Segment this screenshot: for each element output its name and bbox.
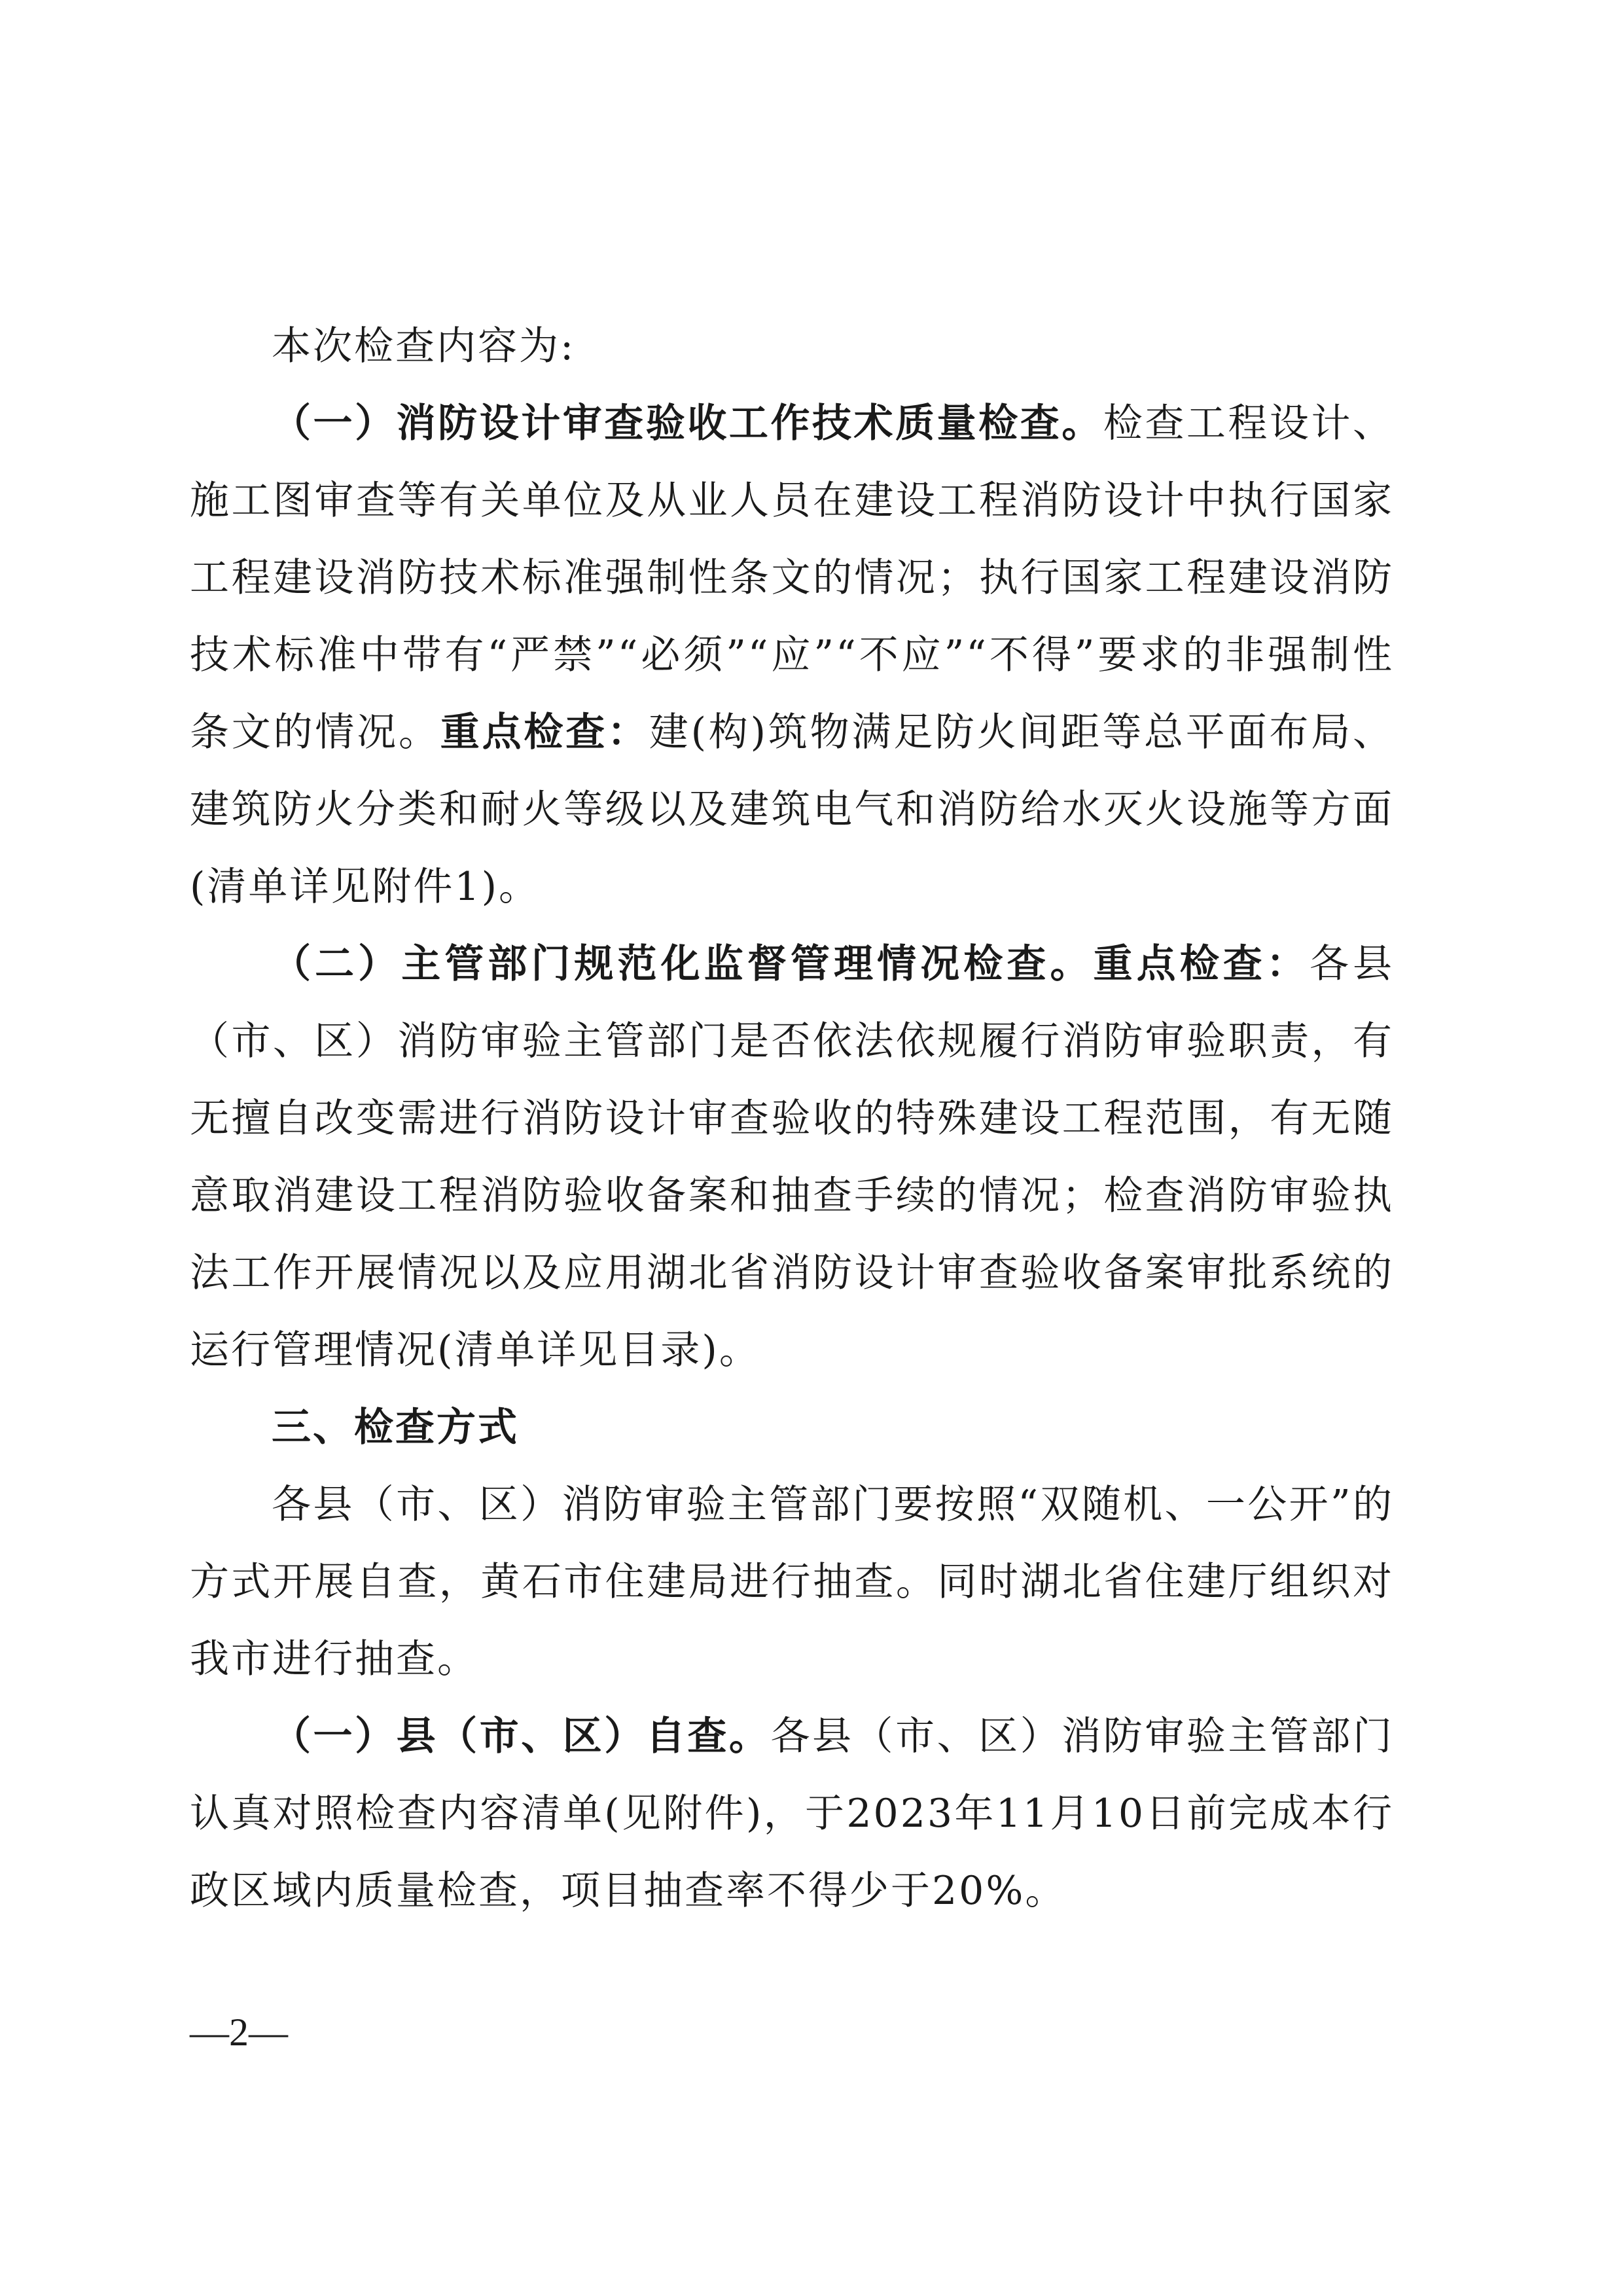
section-3-title-text: 三、检查方式 (272, 1405, 519, 1450)
intro-text: 本次检查内容为: (272, 323, 576, 369)
section-3-title (190, 1389, 1394, 1466)
section-2-paragraph (190, 925, 1394, 1389)
intro-paragraph (190, 308, 1394, 385)
section-2-focus-label: 重点检查： (1093, 941, 1310, 987)
section-1-focus-label: 重点检查： (440, 709, 649, 755)
section-4-heading: （一）县（市、区）自查。 (272, 1713, 771, 1759)
section-1-text-b: 建(构)筑物满足防火间距等总平面布局、建筑防火分类和耐火等级以及建筑电气和消防给水灭火设施等方面(清单详见附件1)。 (190, 709, 1394, 910)
section-1-heading: （一）消防设计审查验收工作技术质量检查。 (272, 401, 1103, 446)
section-1-paragraph (190, 385, 1394, 925)
section-4-paragraph (190, 1698, 1394, 1929)
document-body (190, 308, 1394, 1929)
section-2-heading: （二）主管部门规范化监督管理情况检查。 (272, 941, 1094, 987)
page-number: —2— (190, 2011, 288, 2054)
section-3-paragraph (190, 1466, 1394, 1698)
section-4-text: 各县（市、区）消防审验主管部门认真对照检查内容清单(见附件)，于2023年11月10日前完成本行政区域内质量检查，项目抽查率不得少于20%。 (190, 1713, 1395, 1914)
section-1-text-a: 检查工程设计、施工图审查等有关单位及从业人员在建设工程消防设计中执行国家工程建设消防技术标准强制性条文的情况；执行国家工程建设消防技术标准中带有“严禁”“必须”“应”“不应”“不得”要求的非强制性条文的情况。 (190, 401, 1395, 755)
section-3-text: 各县（市、区）消防审验主管部门要按照“双随机、一公开”的方式开展自查，黄石市住建局进行抽查。同时湖北省住建厅组织对我市进行抽查。 (190, 1482, 1394, 1682)
section-2-text: 各县（市、区）消防审验主管部门是否依法依规履行消防审验职责，有无擅自改变需进行消防设计审查验收的特殊建设工程范围，有无随意取消建设工程消防验收备案和抽查手续的情况；检查消防审验执法工作开展情况以及应用湖北省消防设计审查验收备案审批系统的运行管理情况(清单详见目录)。 (190, 941, 1395, 1373)
